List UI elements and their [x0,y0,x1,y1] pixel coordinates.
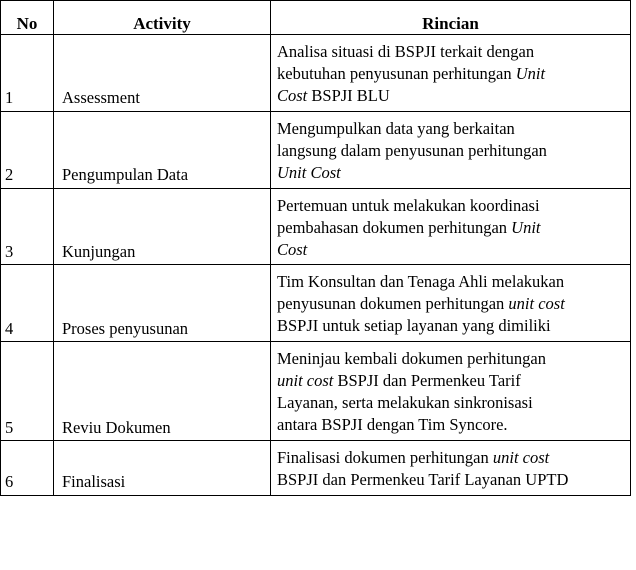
plain-text: langsung dalam penyusunan perhitungan [277,140,547,160]
rincian-line [277,348,625,370]
plain-text: pembahasan dokumen perhitungan [277,217,512,237]
column-header-rincian: Rincian [271,1,631,35]
cell-no: 4 [1,265,54,342]
rincian-line [277,271,625,293]
emphasis-text: Cost [277,85,308,105]
rincian-line [277,162,625,184]
cell-no: 5 [1,342,54,441]
column-header-no: No [1,1,54,35]
table-row [1,111,631,188]
plain-text: antara BSPJI dengan Tim Syncore. [277,415,508,435]
rincian-line [277,370,625,392]
rincian-line [277,140,625,162]
cell-activity: Finalisasi [54,441,271,496]
plain-text: BSPJI dan Permenkeu Tarif Layanan UPTD [277,469,569,489]
plain-text: Pertemuan untuk melakukan koordinasi [277,195,540,215]
emphasis-text: unit cost [492,448,550,467]
cell-rincian [271,188,631,265]
table-header-row [1,1,631,35]
rincian-line [277,414,625,436]
emphasis-text: unit cost [508,294,565,314]
plain-text: kebutuhan penyusunan perhitungan [277,63,516,83]
rincian-line [277,447,625,469]
emphasis-text: unit cost [277,371,334,391]
plain-text: Analisa situasi di BSPJI terkait dengan [277,42,535,61]
plain-text: Finalisasi dokumen perhitungan [277,448,493,467]
plain-text: BSPJI dan Permenkeu Tarif [333,371,521,391]
rincian-line [277,315,625,337]
cell-rincian [271,342,631,441]
plain-text: penyusunan dokumen perhitungan [277,294,509,314]
table-body [1,35,631,496]
cell-no: 6 [1,441,54,496]
table-row [1,441,631,496]
rincian-line [277,195,625,217]
table-row [1,342,631,441]
plain-text: BSPJI BLU [307,85,390,105]
cell-activity: Pengumpulan Data [54,111,271,188]
cell-activity: Kunjungan [54,188,271,265]
rincian-line [277,239,625,261]
plain-text: BSPJI untuk setiap layanan yang dimiliki [277,316,551,336]
plain-text: Tim Konsultan dan Tenaga Ahli melakukan [277,272,565,292]
cell-activity: Assessment [54,35,271,112]
table-row [1,188,631,265]
cell-rincian [271,265,631,342]
cell-no: 2 [1,111,54,188]
rincian-line [277,118,625,140]
table-header [1,1,631,35]
rincian-line [277,392,625,414]
emphasis-text: Unit Cost [277,162,341,182]
cell-rincian [271,35,631,112]
table-row [1,265,631,342]
plain-text: Layanan, serta melakukan sinkronisasi [277,393,533,413]
rincian-line [277,41,625,63]
rincian-line [277,85,625,107]
table-row [1,35,631,112]
cell-activity: Proses penyusunan [54,265,271,342]
column-header-activity: Activity [54,1,271,35]
emphasis-text: Unit [515,63,546,83]
cell-activity: Reviu Dokumen [54,342,271,441]
emphasis-text: Unit [511,217,541,237]
emphasis-text: Cost [277,239,308,259]
rincian-line [277,293,625,315]
plain-text: Meninjau kembali dokumen perhitungan [277,349,546,369]
cell-no: 1 [1,35,54,112]
cell-rincian [271,441,631,496]
plain-text: Mengumpulkan data yang berkaitan [277,118,515,138]
rincian-line [277,469,625,491]
rincian-line [277,217,625,239]
cell-rincian [271,111,631,188]
rincian-line [277,63,625,85]
cell-no: 3 [1,188,54,265]
